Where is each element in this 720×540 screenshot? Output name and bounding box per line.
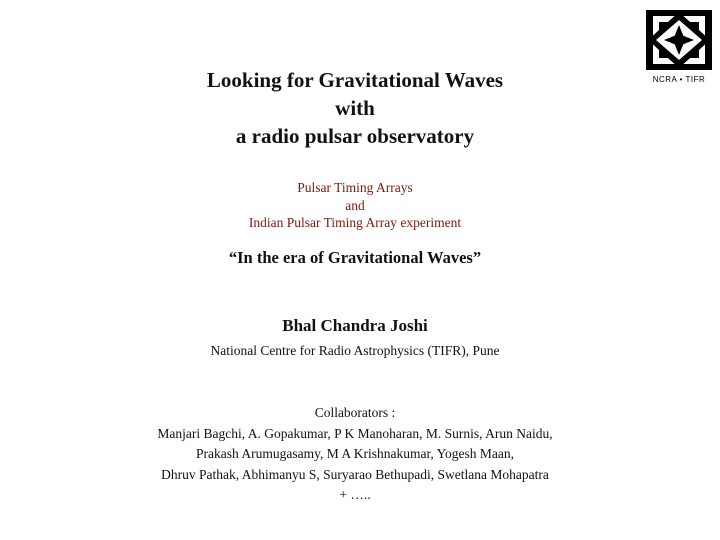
logo-text: NCRA • TIFR — [652, 75, 706, 84]
era-quote: “In the era of Gravitational Waves” — [228, 248, 482, 267]
collaborators-block — [0, 403, 710, 506]
title-line-3: a radio pulsar observatory — [235, 124, 475, 148]
subtitle — [0, 179, 710, 232]
collaborators-line-2: Prakash Arumugasamy, M A Krishnakumar, Yogesh Maan, — [195, 446, 515, 461]
author-name: Bhal Chandra Joshi — [282, 316, 428, 335]
collaborators-line-1: Manjari Bagchi, A. Gopakumar, P K Manoharan, M. Surnis, Arun Naidu, — [157, 425, 553, 441]
ncra-tifr-logo-icon — [644, 8, 714, 72]
subtitle-line-1: Pulsar Timing Arrays — [297, 180, 413, 195]
collaborators-line-3: Dhruv Pathak, Abhimanyu S, Suryarao Bethupadi, Swetlana Mohapatra — [161, 466, 549, 482]
author-affiliation: National Centre for Radio Astrophysics (TIFR), Pune — [210, 343, 500, 358]
title-line-2: with — [335, 96, 375, 120]
subtitle-line-2: and — [345, 197, 365, 213]
subtitle-line-3: Indian Pulsar Timing Array experiment — [248, 215, 462, 230]
collaborators-line-4: + ….. — [339, 487, 371, 502]
title-line-1: Looking for Gravitational Waves — [206, 68, 504, 92]
collaborators-heading: Collaborators : — [314, 405, 396, 420]
page-title — [0, 66, 710, 150]
